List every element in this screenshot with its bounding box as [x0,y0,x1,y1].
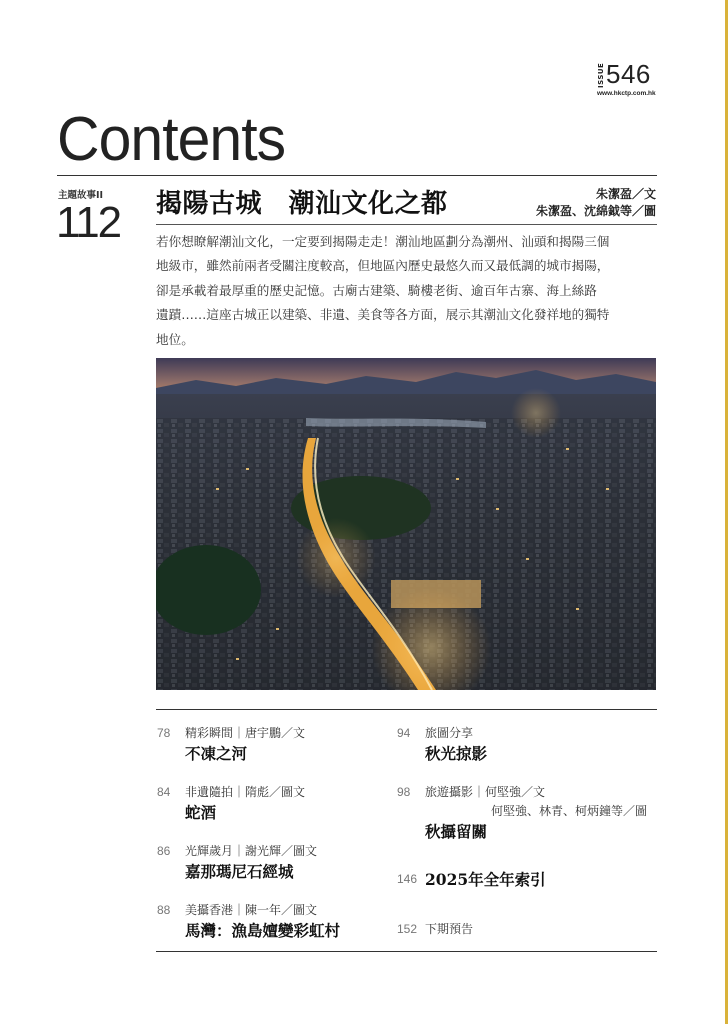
feature-section-label: 主題故事II [58,190,104,201]
toc-page-number: 78 [157,726,171,740]
night-city-aerial-image [156,358,656,690]
summary-line: 地級市，雖然前兩者受關注度較高，但地區內歷史最悠久而又最低調的城市揭陽， [156,258,610,274]
toc-page-number: 152 [397,922,418,936]
divider [156,709,657,710]
summary-line: 地位。 [156,331,194,347]
toc-meta: 旅圖分享 [425,726,474,740]
credit-photo: 朱潔盈、沈綿鉞等／圖 [535,204,656,218]
feature-photo[interactable] [156,358,656,690]
toc-page-number: 84 [157,785,171,799]
feature-title[interactable]: 揭陽古城 潮汕文化之都 [156,189,448,219]
toc-title: 馬灣：漁島嬗變彩虹村 [185,921,341,940]
feature-credits [536,186,656,220]
toc-title: 秋攝留關 [425,822,488,841]
toc-meta-photo-credit: 何堅強、林青、柯炳鐘等／圖 [491,804,648,818]
issue-number: 546 [606,59,651,89]
page-title: Contents [57,105,286,174]
toc-page-number: 98 [397,785,411,799]
issue-label: ISSUE [597,62,605,88]
divider [156,951,657,952]
credit-text: 朱潔盈／文 [595,187,656,201]
divider [57,175,657,176]
toc-title: 秋光掠影 [425,744,488,763]
toc-page-number: 88 [157,903,171,917]
toc-meta: 非遺隨拍｜隋彪／圖文 [185,785,306,799]
website-link[interactable]: www.hkctp.com.hk [597,90,656,97]
divider [156,224,657,225]
toc-meta: 旅遊攝影｜何堅強／文 [425,785,546,799]
toc-title: 蛇酒 [185,803,217,822]
summary-line: 卻是承載着最厚重的歷史記憶。古廟古建築、騎樓老街、逾百年古寨、海上絲路 [156,282,597,298]
toc-page-number: 146 [397,872,418,886]
summary-line: 遺蹟……這座古城正以建築、非遺、美食等各方面，展示其潮汕文化發祥地的獨特 [156,307,610,323]
toc-page-number: 94 [397,726,411,740]
summary-line: 若你想瞭解潮汕文化，一定要到揭陽走走！潮汕地區劃分為潮州、汕頭和揭陽三個 [156,234,610,249]
feature-summary [156,230,659,352]
toc-meta: 精彩瞬間｜唐宇鵬／文 [185,726,306,740]
toc-meta: 下期預告 [425,922,474,936]
toc-meta: 光輝歲月｜謝光輝／圖文 [185,844,318,858]
issue-badge [597,60,667,102]
toc-title: 嘉那瑪尼石經城 [185,862,294,881]
toc-meta: 美攝香港｜陳一年／圖文 [185,903,318,917]
toc-page-number: 86 [157,844,171,858]
toc-title: 2025年全年索引 [425,870,546,889]
feature-page-number[interactable]: 112 [56,198,121,247]
toc-title: 不凍之河 [185,744,248,763]
